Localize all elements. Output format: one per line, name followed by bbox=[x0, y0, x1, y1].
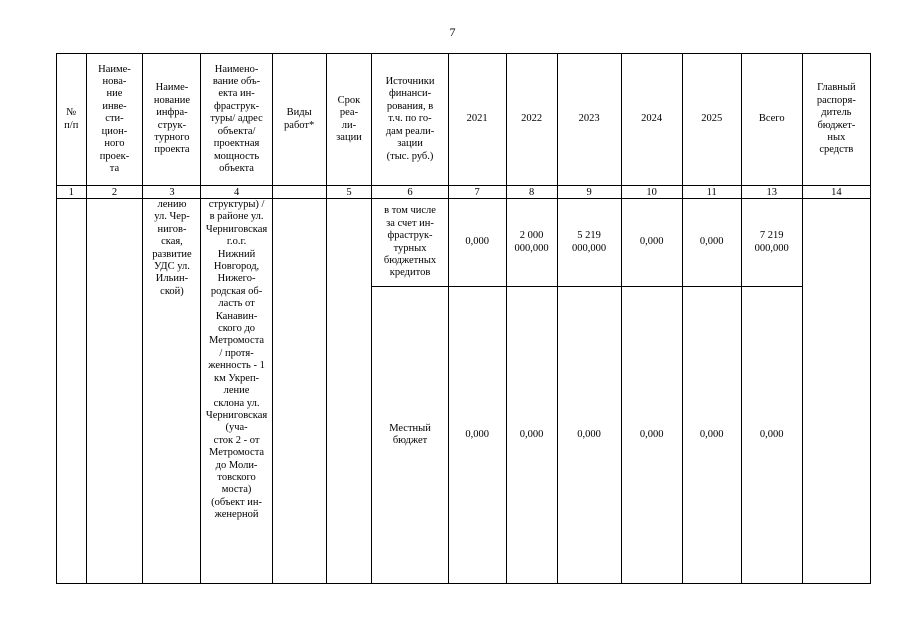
cell-2021: 0,000 bbox=[448, 199, 506, 287]
column-index-num: 1 bbox=[57, 186, 87, 199]
investment-projects-table bbox=[56, 53, 871, 584]
column-header-total: Всего bbox=[741, 54, 802, 186]
cell-2022: 0,000 bbox=[506, 287, 557, 584]
cell-2023: 0,000 bbox=[557, 287, 621, 584]
cell-num bbox=[57, 199, 87, 584]
page-number: 7 bbox=[449, 25, 456, 39]
cell-total: 7 219 000,000 bbox=[741, 199, 802, 287]
column-header-y2023: 2023 bbox=[557, 54, 621, 186]
cell-project bbox=[86, 199, 143, 584]
cell-2024: 0,000 bbox=[621, 287, 682, 584]
table-row bbox=[57, 199, 871, 287]
column-index-total: 13 bbox=[741, 186, 802, 199]
column-header-infra: Наиме- нование инфра- струк- турного проекта bbox=[143, 54, 201, 186]
column-header-object: Наимено- вание объ- екта ин- фраструк- туры/ адрес объекта/ проектная мощность объекта bbox=[201, 54, 272, 186]
column-index-y2023: 9 bbox=[557, 186, 621, 199]
cell-2025: 0,000 bbox=[682, 199, 741, 287]
cell-2023: 5 219 000,000 bbox=[557, 199, 621, 287]
column-header-source: Источники финанси- рования, в т.ч. по го- дам реали- зации (тыс. руб.) bbox=[372, 54, 448, 186]
column-index-y2022: 8 bbox=[506, 186, 557, 199]
column-header-y2025: 2025 bbox=[682, 54, 741, 186]
column-index-works bbox=[272, 186, 326, 199]
column-header-manager: Главный распоря- дитель бюджет- ных средств bbox=[802, 54, 870, 186]
column-header-works: Виды работ* bbox=[272, 54, 326, 186]
column-header-y2021: 2021 bbox=[448, 54, 506, 186]
column-index-term: 5 bbox=[326, 186, 372, 199]
cell-2024: 0,000 bbox=[621, 199, 682, 287]
column-index-manager: 14 bbox=[802, 186, 870, 199]
cell-source: Местный бюджет bbox=[372, 287, 448, 584]
cell-2022: 2 000 000,000 bbox=[506, 199, 557, 287]
column-index-row bbox=[57, 186, 871, 199]
column-header-y2024: 2024 bbox=[621, 54, 682, 186]
column-header-y2022: 2022 bbox=[506, 54, 557, 186]
column-header-term: Срок реа- ли- зации bbox=[326, 54, 372, 186]
cell-infra: лению ул. Чер- нигов- ская, развитие УДС ул. Ильин- ской) bbox=[143, 199, 201, 584]
cell-term bbox=[326, 199, 372, 584]
header-row bbox=[57, 54, 871, 186]
cell-source: в том числе за счет ин- фраструк- турных бюджетных кредитов bbox=[372, 199, 448, 287]
cell-works bbox=[272, 199, 326, 584]
column-index-object: 4 bbox=[201, 186, 272, 199]
column-header-num: № п/п bbox=[57, 54, 87, 186]
cell-2021: 0,000 bbox=[448, 287, 506, 584]
cell-object: структуры) / в районе ул. Черниговская г.о.г. Нижний Новгород, Нижего- родская об- ласть от Канавин- ского до Метромоста / протя- женность - 1 км Укреп- ление склона ул. Черниговская (уча- сток 2 - от Метромоста до Моли- товского моста) (объект ин- женерной bbox=[201, 199, 272, 584]
column-header-project: Наиме- нова- ние инве- сти- цион- ного проек- та bbox=[86, 54, 143, 186]
column-index-infra: 3 bbox=[143, 186, 201, 199]
column-index-source: 6 bbox=[372, 186, 448, 199]
column-index-y2025: 11 bbox=[682, 186, 741, 199]
column-index-project: 2 bbox=[86, 186, 143, 199]
column-index-y2024: 10 bbox=[621, 186, 682, 199]
column-index-y2021: 7 bbox=[448, 186, 506, 199]
cell-total: 0,000 bbox=[741, 287, 802, 584]
cell-manager bbox=[802, 199, 870, 584]
cell-2025: 0,000 bbox=[682, 287, 741, 584]
